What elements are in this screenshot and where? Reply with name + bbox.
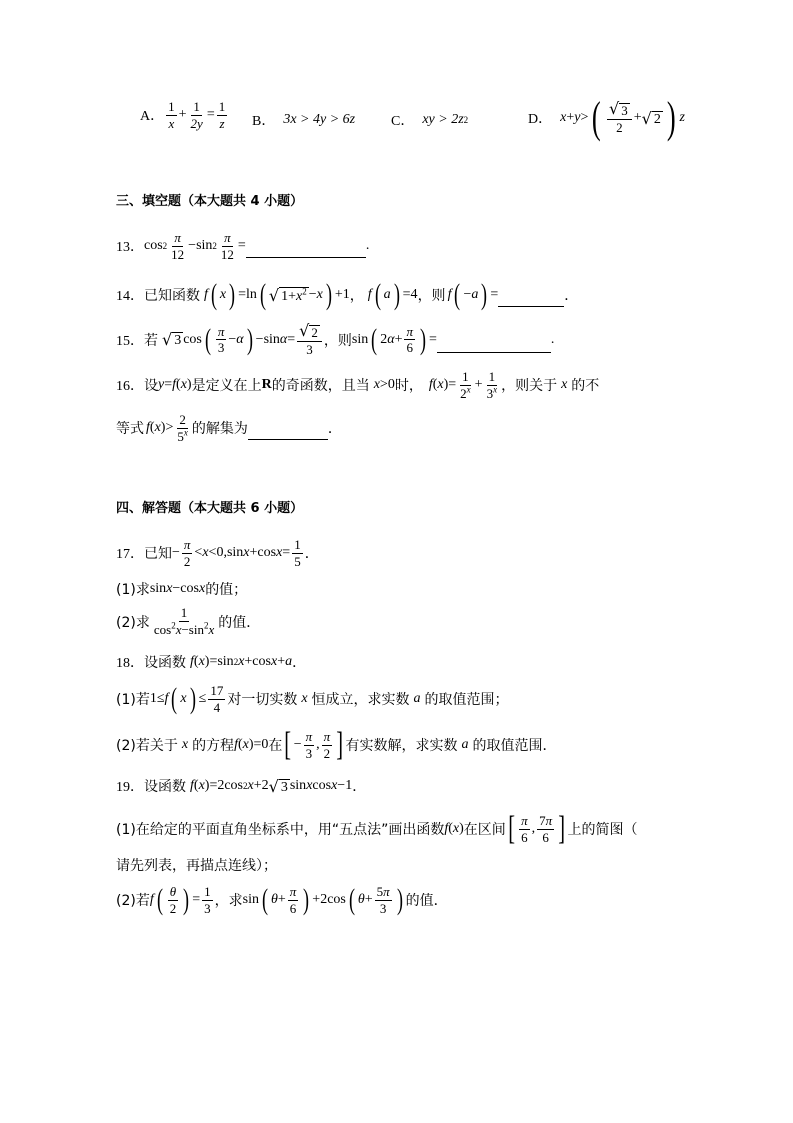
question-19: 19． 设函数 f ( x )=2cos 2 x +2 √ 3 sin x cos x −1 ． bbox=[116, 776, 367, 796]
question-text: ． bbox=[327, 421, 342, 438]
section-heading-fill-in: 三、填空题（本大题共 4 小题） bbox=[116, 194, 304, 209]
question-13: 13． cos 2 $\frac{\pi}{12}$ −sin 2 $\frac{\pi}{12}$ = . bbox=[116, 230, 370, 262]
question-19-part-1-line-2 bbox=[116, 855, 277, 875]
option-b-label: B． bbox=[252, 114, 276, 129]
option-d-label: D． bbox=[528, 112, 553, 127]
option-c-expression: xy > 2z bbox=[422, 112, 464, 127]
option-b-expression: 3x > 4y > 6z bbox=[283, 112, 356, 127]
question-text: 已知函数 bbox=[144, 288, 200, 304]
question-15: 15． 若 √ 3 cos ( $\frac{\pi}{3}$ − α ) − sin α = √ 2 3 ，则 sin ( 2 α + $\frac{\pi}{6}$ ) = . bbox=[116, 321, 555, 357]
question-text: 上的简图（ bbox=[567, 822, 638, 838]
question-text: ． bbox=[292, 655, 307, 671]
question-19-part-2: (2)若 f ( $\frac{\theta}{2}$ ) = $\frac{1}{3}$ ，求 sin ( θ + $\frac{\pi}{6}$ ) +2cos ( θ + $\frac{5\pi}{3}$ ) 的值． bbox=[116, 883, 448, 917]
question-number: 13． bbox=[116, 240, 144, 256]
question-text: ． bbox=[564, 288, 579, 304]
question-text: (2)若关于 bbox=[116, 738, 178, 754]
real-numbers-symbol: R bbox=[261, 377, 272, 393]
option-c: C． xy > 2z 2 bbox=[391, 112, 469, 129]
question-17-part-1: (1)求 sin x −cos x 的值； bbox=[116, 581, 248, 598]
question-text: 若 bbox=[144, 332, 158, 349]
question-text: 的方程 bbox=[192, 738, 235, 754]
question-text: 有实数解，求实数 bbox=[345, 738, 458, 754]
question-text: 的取值范围． bbox=[472, 738, 557, 754]
question-text: 请先列表，再描点连线）； bbox=[116, 858, 277, 874]
question-text: ，则 bbox=[323, 332, 352, 349]
question-text: 在 bbox=[268, 738, 283, 754]
question-text: 的值． bbox=[405, 893, 448, 910]
question-text: (1)在给定的平面直角坐标系中，用“五点法”画出函数 bbox=[116, 822, 445, 838]
question-text: 的奇函数，且当 bbox=[271, 378, 370, 395]
question-text: 恒成立，求实数 bbox=[311, 692, 410, 709]
question-number: 18． bbox=[116, 656, 144, 671]
option-a-label: A． bbox=[140, 109, 165, 125]
question-text: 的值． bbox=[218, 614, 261, 631]
question-text: ，则 bbox=[417, 288, 446, 304]
fraction: $\frac{1}{x}$ bbox=[168, 99, 175, 131]
option-c-label: C． bbox=[391, 114, 415, 129]
fraction: $\frac{1}{2y}$ bbox=[190, 99, 203, 131]
question-text: (2)求 bbox=[116, 614, 150, 631]
option-row: A． $\frac{1}{x}$ + $\frac{1}{2y}$ = $\frac{1}{z}$ bbox=[140, 99, 226, 131]
answer-blank[interactable] bbox=[248, 438, 328, 440]
question-number: 19． bbox=[116, 780, 144, 795]
question-14: 14． 已知函数 f ( x ) = ln ( √ $1+x^2$ − x ) +1 ， f ( a ) =4 ，则 f ( − a ) = ． bbox=[116, 278, 579, 311]
question-text: 的解集为 bbox=[191, 421, 248, 438]
question-text: (1)若 bbox=[116, 692, 150, 709]
question-text: 设函数 bbox=[144, 655, 186, 671]
question-18-part-1: (1)若 1≤ f ( x ) ≤ $\frac{17}{4}$ 对一切实数 x 恒成立，求实数 a 的取值范围； bbox=[116, 682, 509, 716]
question-text: ， bbox=[349, 288, 364, 304]
answer-blank[interactable] bbox=[437, 351, 551, 353]
question-text: ，则关于 bbox=[501, 378, 558, 395]
answer-blank[interactable] bbox=[246, 256, 366, 258]
question-text: 设 bbox=[144, 378, 158, 395]
section-heading-solutions: 四、解答题（本大题共 6 小题） bbox=[116, 501, 304, 516]
question-text: 的取值范围； bbox=[424, 692, 509, 709]
question-18: 18． 设函数 f ( x )=sin 2 x +cos x + a ． bbox=[116, 654, 307, 671]
question-text: . bbox=[550, 331, 555, 347]
question-text: 的值； bbox=[205, 582, 248, 598]
question-number: 14． bbox=[116, 289, 144, 304]
answer-blank[interactable] bbox=[498, 305, 564, 307]
question-number: 16． bbox=[116, 379, 144, 395]
question-text: ，求 bbox=[214, 893, 243, 910]
question-text: ． bbox=[352, 779, 367, 795]
question-text: ． bbox=[304, 546, 319, 563]
question-16-line-2: 等式 f ( x )> $\frac{2}{5^x}$ 的解集为 ． bbox=[116, 412, 342, 444]
question-text: (2)若 bbox=[116, 893, 150, 910]
fraction: $\frac{1}{z}$ bbox=[218, 99, 226, 131]
question-17: 17． 已知 − $\frac{\pi}{2}$ < x <0,sin x +cos x = $\frac{1}{5}$ ． bbox=[116, 537, 319, 569]
question-text: 时， bbox=[394, 378, 423, 395]
question-17-part-2: (2)求 $\frac{1}{\cos^2x-\sin^2x}$ 的值． bbox=[116, 605, 261, 637]
question-number: 17． bbox=[116, 547, 144, 563]
question-text: 的不 bbox=[571, 378, 600, 395]
question-text: 等式 bbox=[116, 421, 144, 438]
question-number: 15． bbox=[116, 333, 144, 349]
question-18-part-2: (2)若关于 x 的方程 f ( x )=0 在 [ − $\frac{\pi}{3}$ , $\frac{\pi}{2}$ ] 有实数解，求实数 a 的取值范围． bbox=[116, 726, 557, 763]
question-text: 设函数 bbox=[144, 779, 186, 795]
option-d: D． x + y > ( √ 3 2 + √ 2 ) z bbox=[528, 93, 685, 142]
question-text: 是定义在上 bbox=[191, 378, 262, 395]
question-16: 16． 设 y = f ( x ) 是定义在上 R 的奇函数，且当 x >0 时， f ( x )= $\frac{1}{2^x}$ + $\frac{1}{3^x}$ ，则关于 x 的不 bbox=[116, 369, 600, 401]
question-19-part-1: (1)在给定的平面直角坐标系中，用“五点法”画出函数 f ( x ) 在区间 [ $\frac{\pi}{6}$ , $\frac{7\pi}{6}$ ] 上的简图（ bbox=[116, 810, 638, 847]
question-text: 已知 bbox=[144, 546, 172, 563]
question-text: 在区间 bbox=[463, 822, 506, 838]
question-text: 对一切实数 bbox=[227, 692, 298, 709]
question-text: (1)求 bbox=[116, 582, 150, 598]
option-b bbox=[252, 110, 355, 130]
